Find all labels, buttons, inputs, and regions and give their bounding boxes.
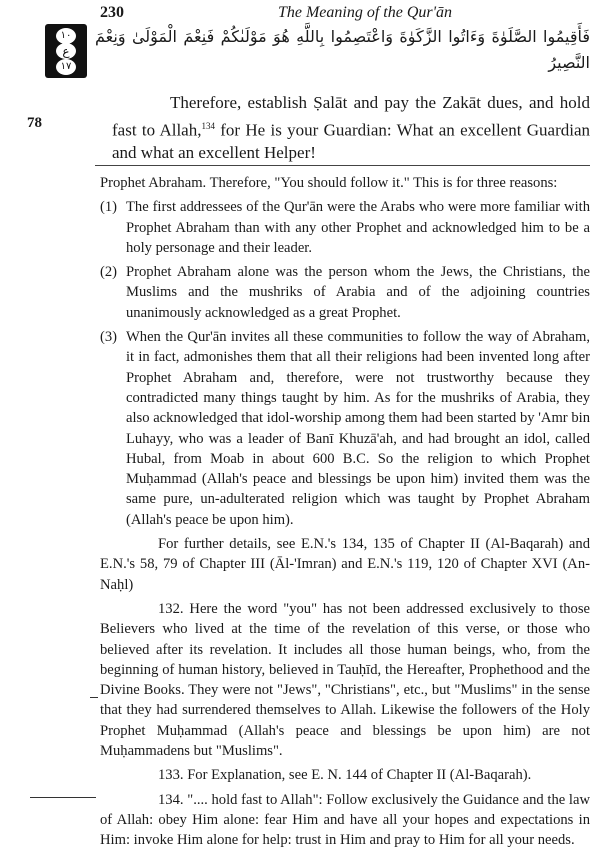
item-number: (3) [100, 329, 118, 346]
note-133: 133. For Explanation, see E. N. 144 of Chapter II (Al-Baqarah). [158, 767, 532, 784]
translation-part1: Therefore, establish Ṣalāt and pay the Zakāt dues, and hold fast to Allah, [112, 93, 590, 140]
item-text: Prophet Abraham alone was the person whom the Jews, the Christians, the Muslims and the mushriks of Arabia and of the adjoining countries unanimously acknowledged as a great Prophet. [126, 264, 590, 321]
note-134: 134. ".... hold fast to Allah": Follow exclusively the Guidance and the law of Allah: obey Him alone: fear Him and have all your hopes and expectations in Him: invoke Him alone for help: trust in Him and pray to Him for all your needs. [100, 791, 590, 849]
arabic-verse: فَأَقِيمُوا الصَّلَوٰةَ وَءَاتُوا الزَّكَوٰةَ وَاعْتَصِمُوا بِاللَّهِ هُوَ مَوْلَىٰكُمْ فَنِعْمَ الْمَوْلَىٰ وَنِعْمَ النَّصِيرُ [95, 27, 590, 72]
note-132: 132. Here the word "you" has not been addressed exclusively to those Believers who lived at the time of the revelation of this verse, or those who believed after its revelation. It includes all those human beings, who, from the beginning of human history, believed in Tauḥīd, the Hereafter, Prophethood and the Divine Books. They were not "Jews", "Christians", etc., but "Muslims" in the sense that they had surrendered themselves to Allah. Likewise the followers of the Holy Prophet Muḥammad (Allah's peace and blessings be upon him) are not Muḥammadens but "Muslims". [100, 600, 590, 760]
marker-bottom: ١٧ [56, 59, 76, 75]
item-number: (2) [100, 264, 118, 281]
list-item [100, 327, 590, 534]
separator-rule [95, 165, 590, 166]
verse-translation [112, 92, 590, 164]
list-item [100, 197, 590, 262]
marker-top: ١٠ [56, 28, 76, 44]
item-text: When the Qur'ān invites all these communities to follow the way of Abraham, it in fact, admonishes them that all their religions had been invented long after Prophet Abraham and, therefore, were not trustworthy because they contradicted many things taught by him. As for the mushriks of Arabia, they also acknowledged that idol-worship among them had been started by 'Amr bin Luhayy, who was a leader of Banī Khuzā'ah, and had brought an idol, called Hubal, from Moab in about 600 B.C. So the religion to which Prophet Muḥammad (Allah's peace and blessings be upon him) invited them was the same pure, un-adulterated religion which was taught by Prophet Abraham (Allah's peace be upon him). [126, 329, 590, 528]
translation-part2: for He is your Guardian: What an excellent Guardian and what an excellent Helper! [112, 120, 590, 162]
list-item [100, 262, 590, 327]
verse-number: 78 [27, 115, 42, 131]
footnote-ref: 134 [201, 120, 215, 131]
footnote-rule [30, 797, 96, 798]
intro-paragraph: Prophet Abraham. Therefore, "You should follow it." This is for three reasons: [100, 175, 558, 191]
margin-mark [90, 697, 98, 698]
ruku-marker [45, 24, 87, 78]
further-details: For further details, see E.N.'s 134, 135 of Chapter II (Al-Baqarah) and E.N.'s 58, 79 of Chapter III (Āl-'Imran) and E.N.'s 119, 120 of Chapter XVI (An-Naḥl) [100, 536, 590, 593]
commentary [100, 173, 590, 855]
item-number: (1) [100, 199, 118, 216]
marker-middle: ع [56, 43, 76, 59]
item-text: The first addressees of the Qur'ān were the Arabs who were more familiar with Prophet Abraham than with any other Prophet and acknowledged him to be a holy personage and their leader. [126, 199, 590, 256]
running-title: The Meaning of the Qur'ān [277, 4, 453, 21]
page-number: 230 [100, 4, 124, 21]
